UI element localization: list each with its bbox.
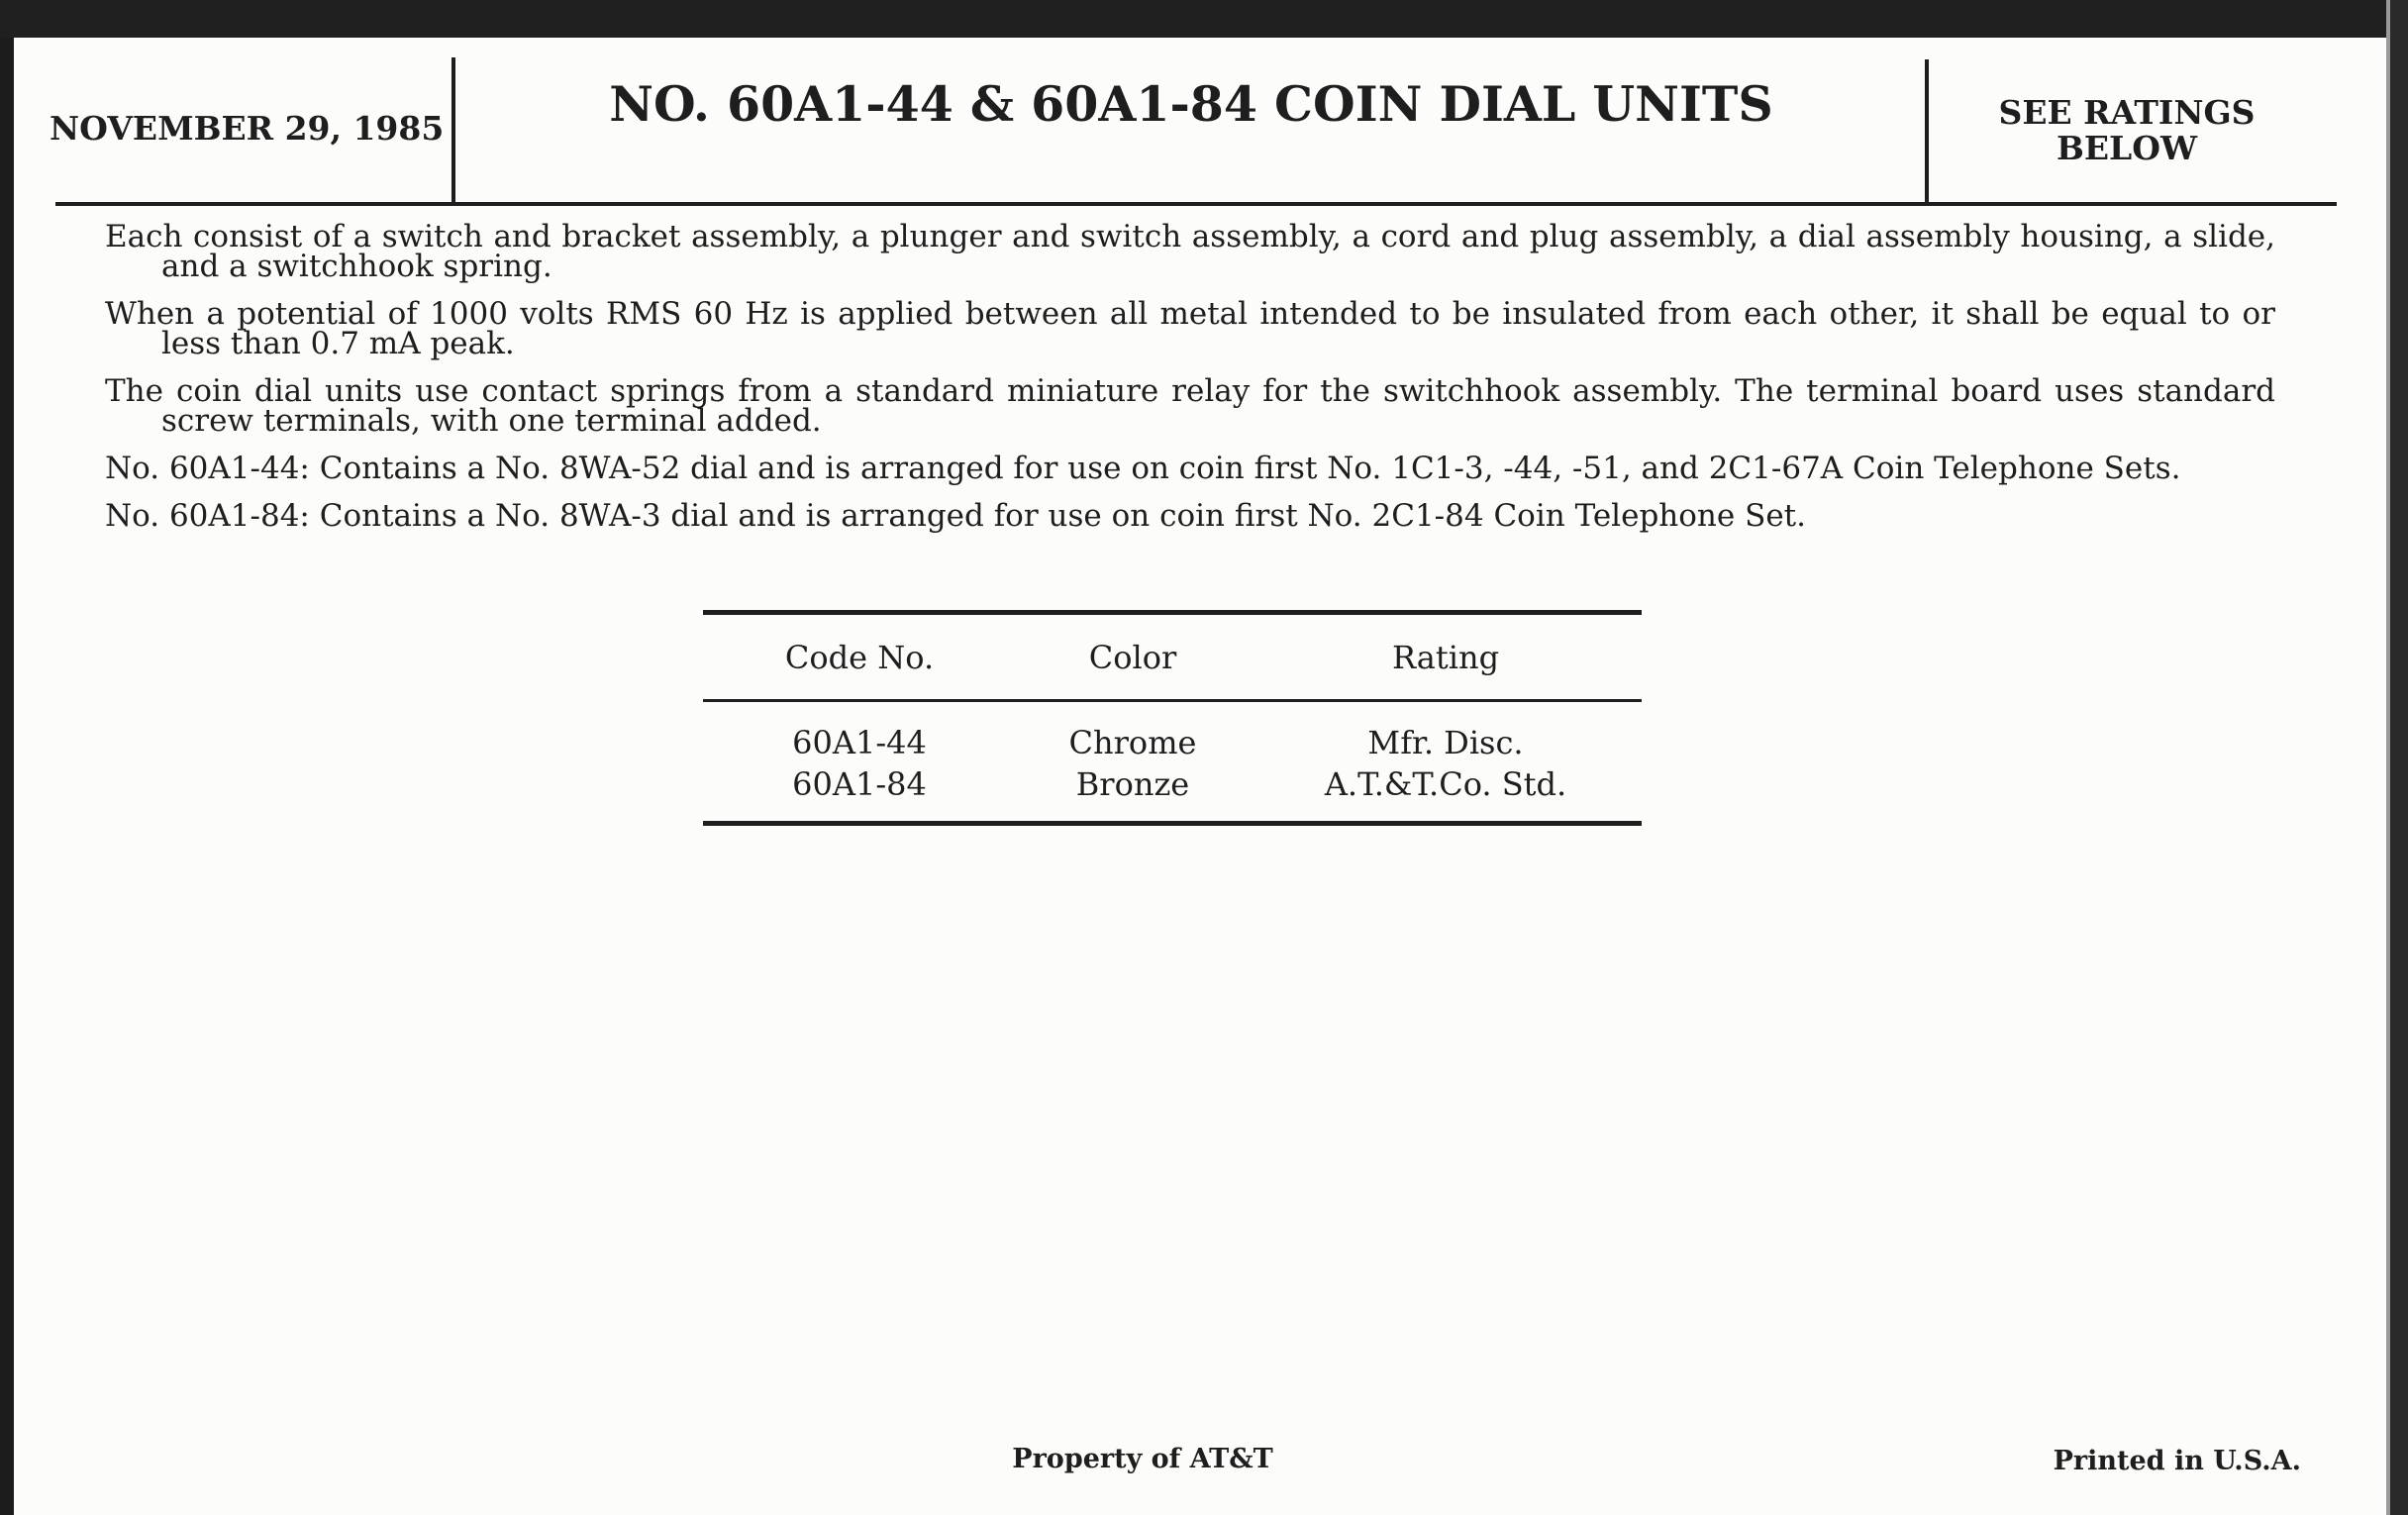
cell-rating: A.T.&T.Co. Std.	[1324, 765, 1567, 803]
table-header-row	[703, 615, 1642, 699]
paragraph-insulation: When a potential of 1000 volts RMS 60 Hz is applied between all metal intended to be insulated from each other, it shall be equal to or less than 0.7 mA peak.	[105, 296, 2275, 361]
column-header-rating: Rating	[1391, 638, 1500, 676]
ratings-table	[703, 610, 1642, 826]
rating-note	[1939, 95, 2315, 166]
paragraph-contact-springs: The coin dial units use contact springs from a standard miniature relay for the switchhook assembly. The terminal board uses standard screw terminals, with one terminal added.	[105, 373, 2275, 439]
rating-note-line-2: BELOW	[2056, 129, 2198, 167]
table-body	[703, 702, 1642, 821]
body-text	[105, 219, 2275, 549]
document-page	[14, 38, 2386, 1515]
paragraph-assembly: Each consist of a switch and bracket assembly, a plunger and switch assembly, a cord and plug assembly, a dial assembly housing, a slide, and a switchhook spring.	[105, 219, 2275, 284]
column-header-code: Code No.	[784, 638, 935, 676]
paragraph-60a1-84: No. 60A1-84: Contains a No. 8WA-3 dial and is arranged for use on coin first No. 2C1-84 Coin Telephone Set.	[105, 498, 1806, 534]
cell-rating: Mfr. Disc.	[1367, 724, 1524, 761]
header-rule	[55, 202, 2337, 206]
header-divider-right	[1925, 59, 1929, 206]
scan-top-border	[0, 0, 2408, 38]
rating-note-line-1: SEE RATINGS	[1998, 93, 2256, 132]
scan-right-border	[2386, 0, 2408, 1515]
table-row	[703, 763, 1642, 805]
table-row	[703, 722, 1642, 763]
cell-code: 60A1-84	[792, 765, 927, 803]
cell-color: Chrome	[1068, 724, 1197, 761]
cell-color: Bronze	[1075, 765, 1190, 803]
document-title: NO. 60A1-44 & 60A1-84 COIN DIAL UNITS	[609, 75, 1773, 133]
paragraph-60a1-44: No. 60A1-44: Contains a No. 8WA-52 dial and is arranged for use on coin first No. 1C1-3, -44, -51, and 2C1-67A Coin Telephone Sets.	[105, 451, 2181, 486]
footer-printed: Printed in U.S.A.	[2053, 1446, 2301, 1476]
column-header-color: Color	[1088, 638, 1177, 676]
cell-code: 60A1-44	[792, 724, 927, 761]
header-divider-left	[452, 57, 455, 202]
table-bottom-rule	[703, 821, 1642, 826]
footer-property: Property of AT&T	[1012, 1444, 1273, 1474]
document-date: NOVEMBER 29, 1985	[50, 109, 445, 148]
